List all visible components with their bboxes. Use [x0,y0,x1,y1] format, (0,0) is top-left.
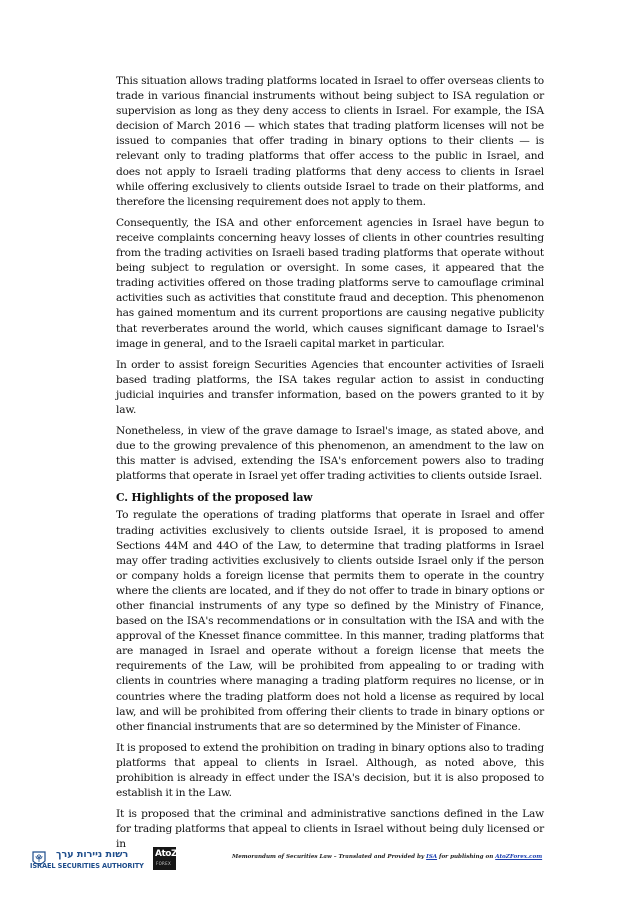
isa-link[interactable]: ISA [426,854,438,860]
isa-logo [30,850,146,874]
paragraph: It is proposed to extend the prohibition on trading in binary options also to trading platforms that appeal to clients in Israel. Although, as noted above, this prohibition is already in effect under the ISA's decision, but it is also proposed to establish it in the Law. [116,741,544,800]
isa-hebrew-name: רשות ניירות ערך [56,849,129,860]
footer-text-middle: – Translated and Provided by [331,854,427,860]
atoz-logo [153,847,176,870]
atoz-logo-subtext: FOREX [156,861,171,866]
paragraph: This situation allows trading platforms located in Israel to offer overseas clients to trade in various financial instruments without being subject to ISA regulation or supervision as long as they deny access to clients in Israel. For example, the ISA decision of March 2016 — which states that trading platform licenses will not be issued to companies that offer trading in binary options to their clients — is relevant only to trading platforms that offer access to the public in Israel, and does not apply to Israeli trading platforms that deny access to clients in Israel while offering exclusively to clients outside Israel to trade on their platforms, and therefore the licensing requirement does not apply to them. [116,75,544,208]
document-body [116,74,544,859]
paragraph: To regulate the operations of trading platforms that operate in Israel and offer trading activities exclusively to clients outside Israel, it is proposed to amend Sections 44M and 44O of the Law, to determine that trading platforms in Israel may offer trading activities exclusively to clients outside Israel only if the person or company holds a foreign license that permits them to operate in the country where the clients are located, and if they do not offer to trade in binary options or other financial instruments of any type so defined by the Ministry of Finance, based on the ISA's recommendations or in consultation with the ISA and with the approval of the Knesset finance committee. In this manner, trading platforms that are managed in Israel and operate without a foreign license that meets the requirements of the Law, will be prohibited from appealing to or trading with clients in countries where managing a trading platform requires no license, or in countries where the trading platform does not hold a license as required by local law, and will be prohibited from offering their clients to trade in binary options or other financial instruments that are so determined by the Minister of Finance. [116,509,544,733]
page-footer [0,838,638,878]
paragraph: It is proposed that the criminal and administrative sanctions defined in the Law for trading platforms that appeal to clients in Israel without being duly licensed or in [116,808,544,851]
site-link[interactable]: AtoZForex.com [495,854,543,860]
footer-text-prefix: Memorandum of Securities Law [232,854,332,860]
paragraph: Consequently, the ISA and other enforcement agencies in Israel have begun to receive complaints concerning heavy losses of clients in other countries resulting from the trading activities on Israeli based trading platforms that operate without being subject to regulation or oversight. In some cases, it appeared that the trading activities offered on those trading platforms serve to camouflage criminal activities such as activities that constitute fraud and deception. This phenomenon has gained momentum and its current proportions are causing negative publicity that reverberates around the world, which causes significant damage to Israel's image in general, and to the Israeli capital market in particular. [116,216,544,350]
footer-credit [232,854,542,860]
section-heading: C. Highlights of the proposed law [116,491,313,505]
paragraph: In order to assist foreign Securities Agencies that encounter activities of Israeli based trading platforms, the ISA takes regular action to assist in conducting judicial inquiries and transfer information, based on the powers granted to it by law. [116,358,544,416]
atoz-logo-text: AtoZ [155,849,177,859]
isa-english-name: ISRAEL SECURITIES AUTHORITY [30,862,144,870]
paragraph: Nonetheless, in view of the grave damage to Israel's image, as stated above, and due to the growing prevalence of this phenomenon, an amendment to the law on this matter is advised, extending the ISA's enforcement powers also to trading platforms that operate in Israel yet offer trading activities to clients outside Israel. [116,425,544,483]
footer-text-after-link: for publishing on [437,854,496,860]
